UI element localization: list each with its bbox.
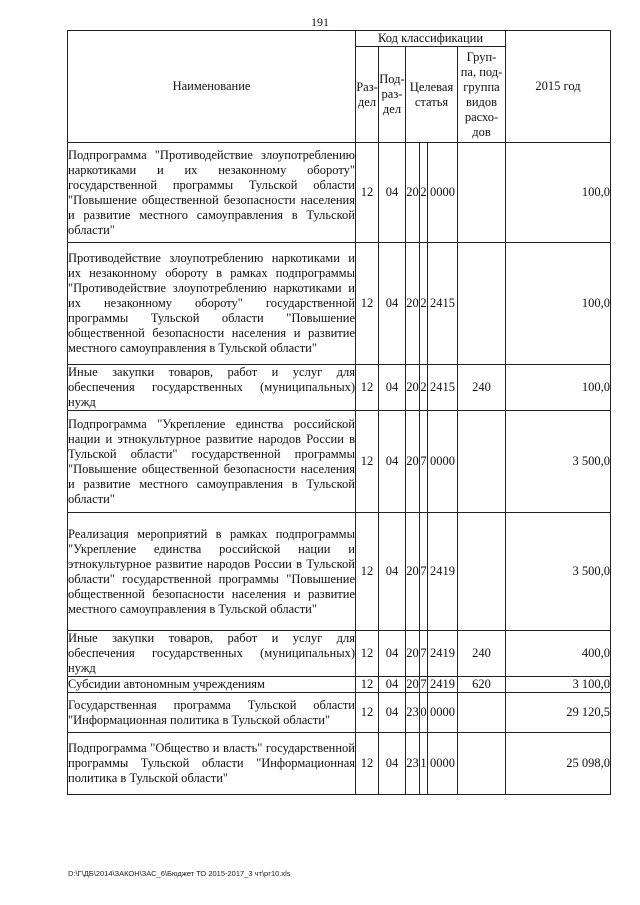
row-name: Реализация мероприятий в рамках подпрограммы "Укрепление единства российской нации и этнокультурное развитие народов России в Тульской области" государственной программы "Повышение общественной безопасности населения и развитие местного самоуправления в Тульской области": [68, 513, 356, 631]
row-expense-group: [458, 513, 506, 631]
row-section: 12: [356, 513, 379, 631]
table-row: [68, 513, 611, 631]
row-subsection: 04: [379, 693, 406, 733]
row-expense-group: [458, 411, 506, 513]
row-section: 12: [356, 677, 379, 693]
row-target-article-subprogram: 2: [420, 143, 428, 243]
header-year: 2015 год: [506, 31, 611, 143]
row-expense-group: [458, 693, 506, 733]
row-target-article-subprogram: 7: [420, 677, 427, 691]
row-target-article-program: 20: [406, 513, 420, 631]
row-target-article-subprogram: 0: [420, 693, 428, 733]
header-classification: Код классификации: [356, 31, 506, 47]
row-target-article-program: 20: [406, 365, 420, 411]
row-target-article-code: 0000: [428, 143, 458, 243]
row-amount: 3 500,0: [506, 513, 611, 631]
row-subsection: 04: [379, 243, 406, 365]
row-target-article-program: 20: [406, 411, 420, 513]
row-subsection: 04: [379, 733, 406, 795]
row-expense-group: 240: [458, 365, 506, 411]
row-target-article-subprogram: 2: [420, 365, 428, 411]
row-subsection: 04: [379, 411, 406, 513]
row-name: Иные закупки товаров, работ и услуг для обеспечения государственных (муниципальных) нужд: [68, 365, 355, 409]
row-target-article-subprogram: 2: [420, 243, 428, 365]
row-section: 12: [356, 143, 379, 243]
header-section: Раз- дел: [356, 47, 379, 143]
table-row: [68, 243, 611, 365]
row-name: Противодействие злоупотреблению наркотиками и их незаконному обороту в рамках подпрограммы "Противодействие злоупотреблению наркотиками и их незаконному обороту" государственной программы Тульской области "Повышение общественной безопасности населения и развитие местного самоуправления в Тульской области": [68, 243, 356, 365]
row-name: Подпрограмма "Укрепление единства российской нации и этнокультурное развитие народов России в Тульской области" государственной программы "Повышение общественной безопасности населения и развитие местного самоуправления в Тульской области": [68, 411, 356, 513]
header-target-article: Целевая статья: [406, 47, 458, 143]
header-expense-group: Груп- па, под- группа видов расхо- дов: [458, 47, 506, 143]
row-name: Государственная программа Тульской области "Информационная политика в Тульской области": [68, 693, 356, 733]
row-amount: 29 120,5: [506, 693, 611, 733]
row-target-article-code: 2415: [428, 365, 458, 411]
row-name: Иные закупки товаров, работ и услуг для обеспечения государственных (муниципальных) нужд: [68, 631, 355, 675]
file-path-footer: D:\Г\ДБ\2014\ЗАКОН\ЗАС_6\Бюджет ТО 2015-2017_3 чт\рг10.xls: [68, 869, 291, 878]
row-target-article-program: 20: [406, 243, 420, 365]
row-amount: 3 100,0: [506, 677, 611, 693]
row-target-article-code: 2419: [428, 677, 458, 693]
table-row: [68, 631, 611, 677]
row-expense-group: [458, 143, 506, 243]
table-row: [68, 733, 611, 795]
header-name: Наименование: [68, 31, 356, 143]
row-amount: 3 500,0: [506, 411, 611, 513]
row-target-article-code: 0000: [428, 693, 458, 733]
table-row: [68, 693, 611, 733]
row-section: 12: [356, 411, 379, 513]
row-target-article-code: 0000: [428, 733, 458, 795]
row-name: Подпрограмма "Противодействие злоупотреблению наркотиками и их незаконному обороту" государственной программы Тульской области "Повышение общественной безопасности населения и развитие местного самоуправления в Тульской области": [68, 143, 356, 243]
row-target-article-program: 20: [406, 143, 420, 243]
row-section: 12: [356, 733, 379, 795]
row-expense-group: 620: [458, 677, 506, 693]
row-target-article-subprogram: 7: [420, 513, 428, 631]
row-amount: 100,0: [506, 243, 611, 365]
row-amount: 100,0: [506, 365, 611, 411]
row-name: Субсидии автономным учреждениям: [68, 677, 356, 693]
row-section: 12: [356, 631, 379, 677]
table-row: [68, 365, 611, 411]
table-row: [68, 411, 611, 513]
row-amount: 400,0: [506, 631, 611, 677]
row-target-article-program: 20: [406, 677, 419, 691]
row-subsection: 04: [379, 677, 406, 693]
row-section: 12: [356, 693, 379, 733]
row-target-article-program: 20: [406, 631, 420, 677]
page-number: 191: [311, 15, 329, 29]
table-row: [68, 677, 611, 693]
row-target-article-code: 2415: [428, 243, 458, 365]
row-subsection: 04: [379, 513, 406, 631]
row-subsection: 04: [379, 631, 406, 677]
row-amount: 25 098,0: [506, 733, 611, 795]
row-target-article-subprogram: 7: [420, 411, 428, 513]
row-name: Подпрограмма "Общество и власть" государственной программы Тульской области "Информационная политика в Тульской области": [68, 733, 356, 795]
row-target-article-program: 23: [406, 693, 420, 733]
row-subsection: 04: [379, 143, 406, 243]
header-subsection: Под- раз- дел: [379, 47, 406, 143]
row-target-article-code: 2419: [428, 513, 458, 631]
row-expense-group: [458, 243, 506, 365]
row-target-article-program: 23: [406, 733, 420, 795]
row-amount: 100,0: [506, 143, 611, 243]
row-target-article-code: 2419: [428, 631, 458, 677]
budget-table: [67, 30, 611, 795]
row-section: 12: [356, 365, 379, 411]
row-target-article-subprogram: 1: [420, 733, 428, 795]
row-section: 12: [356, 243, 379, 365]
table-row: [68, 143, 611, 243]
row-target-article-subprogram: 7: [420, 631, 428, 677]
row-expense-group: [458, 733, 506, 795]
row-subsection: 04: [379, 365, 406, 411]
row-expense-group: 240: [458, 631, 506, 677]
row-target-article-code: 0000: [428, 411, 458, 513]
